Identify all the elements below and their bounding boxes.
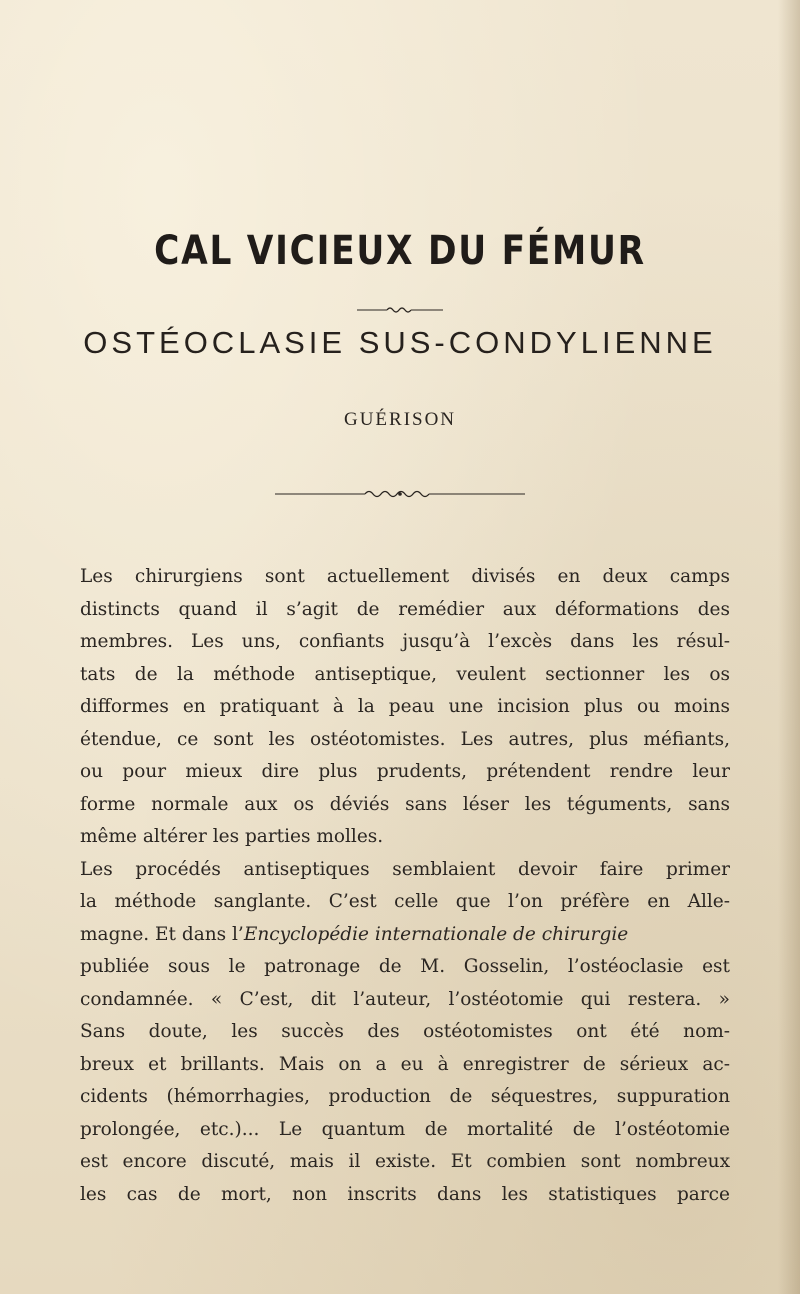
text-line: Sans doute, les succès des ostéotomistes ont été nom- <box>80 1021 730 1042</box>
text-line: prolongée, etc.)... Le quantum de mortalité de l’ostéotomie <box>80 1118 730 1140</box>
text-line: même altérer les parties molles. <box>80 826 384 847</box>
text-line: publiée sous le patronage de M. Gosselin, l’ostéoclasie est <box>80 956 730 977</box>
page-edge-shadow <box>778 0 800 1294</box>
text-line: ou pour mieux dire plus prudents, prétendent rendre leur <box>80 761 730 782</box>
text-line: tats de la méthode antiseptique, veulent sectionner les os <box>80 663 730 685</box>
subtitle: OSTÉOCLASIE SUS-CONDYLIENNE <box>83 325 717 360</box>
text-line: est encore discuté, mais il existe. Et combien sont nombreux <box>80 1151 730 1172</box>
body-text <box>80 561 730 1211</box>
text-line: forme normale aux os déviés sans léser les téguments, sans <box>80 793 730 815</box>
ornament-icon <box>357 305 443 315</box>
italic-citation: Encyclopédie internationale de chirurgie <box>243 923 629 945</box>
text-line: étendue, ce sont les ostéotomistes. Les autres, plus méfiants, <box>80 728 730 750</box>
page-title: CAL VICIEUX DU FÉMUR <box>154 228 646 274</box>
small-scroll-ornament <box>0 300 800 319</box>
text-line: cidents (hémorrhagies, production de séquestres, suppuration <box>80 1086 730 1107</box>
wide-scroll-ornament <box>0 485 800 504</box>
text-line: condamnée. « C’est, dit l’auteur, l’ostéotomie qui restera. » <box>80 988 730 1010</box>
text-line-with-citation <box>80 919 730 952</box>
text-line: les cas de mort, non inscrits dans les statistiques parce <box>80 1183 730 1205</box>
section-heading: GUÉRISON <box>343 409 457 430</box>
text-line: difformes en pratiquant à la peau une incision plus ou moins <box>80 696 730 717</box>
text-line: breux et brillants. Mais on a eu à enregistrer de sérieux ac- <box>80 1053 730 1075</box>
text-line: distincts quand il s’agit de remédier aux déformations des <box>80 598 730 620</box>
text-line: la méthode sanglante. C’est celle que l’on préfère en Alle- <box>80 891 730 912</box>
text-line: membres. Les uns, confiants jusqu’à l’excès dans les résul- <box>80 631 730 652</box>
divider-ornament-icon <box>275 488 525 500</box>
text-line: Les chirurgiens sont actuellement divisés en deux camps <box>80 566 730 587</box>
text-fragment: magne. Et dans l’ <box>80 923 244 945</box>
text-line: Les procédés antiseptiques semblaient devoir faire primer <box>80 858 730 880</box>
